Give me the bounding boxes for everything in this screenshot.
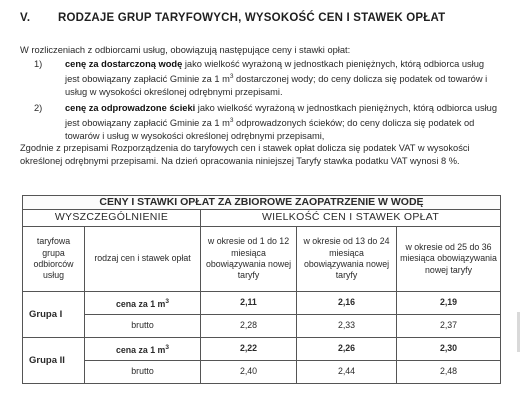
table-cell: 2,11 — [201, 292, 297, 315]
table-right-group-header: WIELKOŚĆ CEN I STAWEK OPŁAT — [201, 210, 501, 227]
list-item — [28, 58, 498, 98]
column-header: rodzaj cen i stawek opłat — [85, 227, 201, 292]
list-marker: 2) — [34, 103, 43, 114]
table-cell: 2,48 — [397, 361, 501, 384]
table-row — [23, 292, 501, 315]
section-number: V. — [20, 12, 31, 24]
column-header: w okresie od 13 do 24 miesiąca obowiązywania nowej taryfy — [297, 227, 397, 292]
table-cell: 2,22 — [201, 338, 297, 361]
table-cell: 2,37 — [397, 315, 501, 338]
price-table — [22, 195, 501, 384]
row-type: brutto — [85, 361, 201, 384]
superscript: 3 — [229, 72, 234, 80]
table-cell: 2,16 — [297, 292, 397, 315]
table-cell: 2,26 — [297, 338, 397, 361]
item-bold-term: cenę za odprowadzone ścieki — [65, 103, 196, 114]
item-text-continued: dostarczonej wody; do ceny dolicza się podatek od towarów i usług w wysokości określonej odrębnymi przepisami. — [65, 73, 488, 97]
row-type: cena za 1 $m^3$ — [85, 292, 201, 315]
table-cell: 2,19 — [397, 292, 501, 315]
column-header: w okresie od 1 do 12 miesiąca obowiązywania nowej taryfy — [201, 227, 297, 292]
intro-paragraph: W rozliczeniach z odbiorcami usług, obowiązują następujące ceny i stawki opłat: — [20, 45, 351, 55]
table-left-group-header: WYSZCZEGÓLNIENIE — [23, 210, 201, 227]
table-row — [23, 338, 501, 361]
table-cell: 2,30 — [397, 338, 501, 361]
column-header: w okresie od 25 do 36 miesiąca obowiązywania nowej taryfy — [397, 227, 501, 292]
column-header: taryfowa grupa odbiorców usług — [23, 227, 85, 292]
group-name: Grupa II — [23, 338, 85, 384]
superscript: 3 — [229, 116, 234, 124]
table-cell: 2,44 — [297, 361, 397, 384]
vat-paragraph: Zgodnie z przepisami Rozporządzenia do taryfowych cen i stawek opłat dolicza się podatek VAT w wysokości określonej odrębnymi przepisami. Na dzień opracowania niniejszej Taryfy stawka podatku VAT wynosi 8 %. — [20, 143, 470, 166]
table-cell: 2,28 — [201, 315, 297, 338]
table-cell: 2,40 — [201, 361, 297, 384]
table-row — [23, 315, 501, 338]
list-marker: 1) — [34, 59, 43, 69]
item-text: jako wielkość wyrażoną w jednostkach pieniężnych, którą odbiorca usług jest obowiązany zapłacić Gminie za 1 m — [65, 103, 497, 128]
table-title: CENY I STAWKI OPŁAT ZA ZBIOROWE ZAOPATRZENIE W WODĘ — [23, 196, 501, 210]
row-type: brutto — [85, 315, 201, 338]
section-heading — [20, 12, 445, 24]
row-type: cena za 1 $m^3$ — [85, 338, 201, 361]
list-item — [28, 102, 498, 142]
scan-edge-mark — [517, 312, 520, 352]
section-title: RODZAJE GRUP TARYFOWYCH, WYSOKOŚĆ CEN I STAWEK OPŁAT — [58, 12, 446, 24]
group-name: Grupa I — [23, 292, 85, 338]
item-bold-term: cenę za dostarczoną wodę — [65, 59, 183, 69]
table-cell: 2,33 — [297, 315, 397, 338]
item-text: jako wielkość wyrażoną w jednostkach pieniężnych, którą odbiorca usług jest obowiązany zapłacić Gminie za 1 m — [65, 59, 485, 84]
item-text-continued: odprowadzonych ścieków; do ceny dolicza się podatek od towarów i usług w wysokości określonej odrębnymi przepisami, — [65, 118, 475, 141]
price-definitions-list — [28, 58, 498, 146]
table-row — [23, 361, 501, 384]
